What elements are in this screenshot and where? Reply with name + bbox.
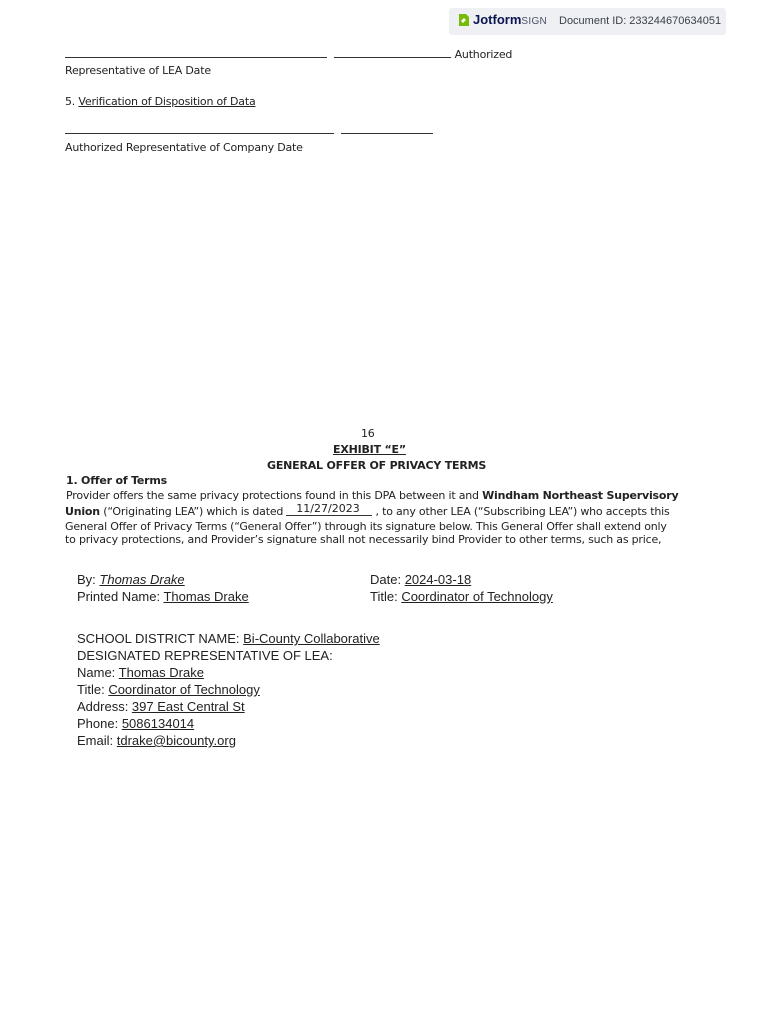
lea-email-field	[77, 733, 236, 748]
company-signature-blank	[65, 124, 334, 134]
title-field	[370, 589, 553, 604]
paragraph-text: (“Originating LEA”) which is dated	[99, 505, 287, 518]
by-label: By:	[77, 572, 100, 587]
paragraph-text: to privacy protections, and Provider’s signature shall not necessarily bind Provider to other terms, such as price,	[65, 533, 662, 545]
section-number: 5.	[65, 95, 79, 108]
lea-phone-value[interactable]: 5086134014	[121, 716, 195, 731]
lea-rep-caption: Representative of LEA Date	[65, 64, 211, 77]
originating-date-underline	[286, 515, 372, 516]
lea-address-value[interactable]: 397 East Central St	[131, 699, 245, 714]
lea-date-blank	[334, 48, 451, 58]
exhibit-subtitle: GENERAL OFFER OF PRIVACY TERMS	[267, 459, 487, 472]
lea-address-field	[77, 699, 245, 714]
designated-rep-heading: DESIGNATED REPRESENTATIVE OF LEA:	[77, 648, 333, 663]
lea-phone-field	[77, 716, 194, 731]
verification-heading	[65, 95, 256, 108]
page-number: 16	[361, 427, 375, 440]
lea-email-value[interactable]: tdrake@bicounty.org	[116, 733, 236, 748]
lea-phone-label: Phone:	[77, 716, 122, 731]
company-rep-caption: Authorized Representative of Company Date	[65, 141, 303, 154]
date-field	[370, 572, 471, 587]
lea-title-value[interactable]: Coordinator of Technology	[108, 682, 260, 697]
originating-lea-name-cont: Union	[65, 505, 100, 518]
title-value[interactable]: Coordinator of Technology	[401, 589, 553, 604]
lea-email-label: Email:	[77, 733, 117, 748]
school-district-field	[77, 631, 380, 646]
paragraph-text: , to any other LEA (“Subscribing LEA”) who accepts this	[375, 505, 670, 518]
date-label: Date:	[370, 572, 405, 587]
lea-title-field	[77, 682, 260, 697]
company-date-blank	[341, 124, 433, 134]
offer-of-terms-heading: 1. Offer of Terms	[66, 474, 168, 487]
verification-title: Verification of Disposition of Data	[78, 95, 256, 108]
lea-signature-blank	[65, 48, 327, 58]
exhibit-title: EXHIBIT “E”	[333, 443, 406, 456]
printed-name-value[interactable]: Thomas Drake	[163, 589, 249, 604]
title-label: Title:	[370, 589, 402, 604]
printed-name-field	[77, 589, 249, 604]
lea-signature-line	[65, 48, 512, 61]
offer-paragraph-line-3: General Offer of Privacy Terms (“General Offer”) through its signature below. This General Offer shall extend only	[65, 520, 667, 533]
offer-paragraph-line-1	[66, 489, 678, 502]
authorized-text: Authorized	[454, 48, 513, 61]
originating-date-field[interactable]: 11/27/2023	[296, 502, 360, 515]
paragraph-text: Provider offers the same privacy protections found in this DPA between it and	[66, 489, 483, 502]
school-district-value[interactable]: Bi-County Collaborative	[243, 631, 380, 646]
lea-name-label: Name:	[77, 665, 119, 680]
date-value[interactable]: 2024-03-18	[404, 572, 472, 587]
company-signature-line	[65, 124, 433, 137]
lea-name-value[interactable]: Thomas Drake	[118, 665, 204, 680]
school-district-label: SCHOOL DISTRICT NAME:	[77, 631, 244, 646]
originating-lea-name: Windham Northeast Supervisory	[482, 489, 679, 502]
offer-paragraph-line-4-clipped	[65, 533, 705, 545]
lea-title-label: Title:	[77, 682, 109, 697]
jotform-logo-icon	[458, 13, 470, 27]
by-value[interactable]: Thomas Drake	[99, 572, 185, 587]
printed-name-label: Printed Name:	[77, 589, 164, 604]
jotform-sign-brand: JotformSIGN	[473, 12, 548, 27]
lea-address-label: Address:	[77, 699, 132, 714]
by-field	[77, 572, 185, 587]
lea-name-field	[77, 665, 204, 680]
document-id: Document ID: 233244670634051	[559, 15, 722, 27]
